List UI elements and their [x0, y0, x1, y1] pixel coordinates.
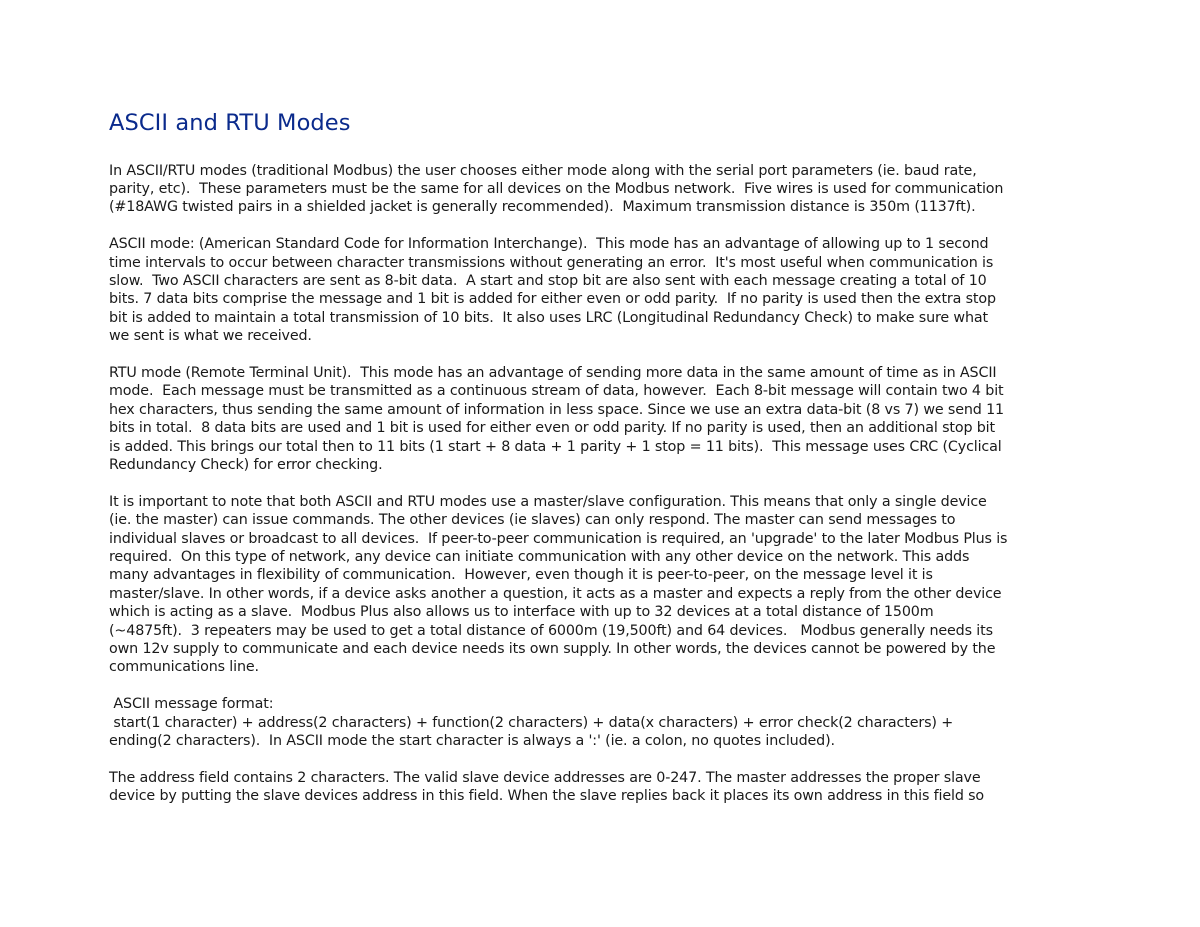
paragraph-line: ASCII message format:	[109, 696, 274, 713]
paragraph-line: The address field contains 2 characters. The valid slave device addresses are 0-247. The master addresses the proper slave	[109, 769, 981, 786]
paragraph-line: (~4875ft). 3 repeaters may be used to get a total distance of 6000m (19,500ft) and 64 devices. Modbus generally needs its	[109, 622, 993, 639]
paragraph-line: slow. Two ASCII characters are sent as 8-bit data. A start and stop bit are also sent with each message creating a total of 10	[109, 272, 987, 289]
paragraph-line: (#18AWG twisted pairs in a shielded jacket is generally recommended). Maximum transmission distance is 350m (1137ft).	[109, 199, 976, 216]
paragraph-line: which is acting as a slave. Modbus Plus also allows us to interface with up to 32 devices at a total distance of 1500m	[109, 604, 934, 621]
paragraph-line: (ie. the master) can issue commands. The other devices (ie slaves) can only respond. The master can send messages to	[109, 512, 956, 529]
paragraph-line: communications line.	[109, 659, 259, 676]
paragraph-line: device by putting the slave devices address in this field. When the slave replies back it places its own address in this field so	[109, 788, 985, 805]
paragraph	[109, 235, 1099, 345]
title-spacer	[109, 138, 1099, 162]
paragraph	[109, 695, 1099, 750]
paragraph-line: Redundancy Check) for error checking.	[109, 456, 383, 473]
paragraph-line: start(1 character) + address(2 characters) + function(2 characters) + data(x characters) + error check(2 characters) +	[109, 714, 954, 731]
paragraph-line: master/slave. In other words, if a device asks another a question, it acts as a master and expects a reply from the other device	[109, 585, 1002, 602]
paragraph	[109, 162, 1099, 217]
paragraph-spacer	[109, 474, 1099, 492]
paragraph-spacer	[109, 346, 1099, 364]
paragraph-line: mode. Each message must be transmitted as a continuous stream of data, however. Each 8-bit message will contain two 4 bit	[109, 383, 1004, 400]
paragraph-line: hex characters, thus sending the same amount of information in less space. Since we use an extra data-bit (8 vs 7) we send 11	[109, 401, 1004, 418]
paragraph-line: parity, etc). These parameters must be the same for all devices on the Modbus network. Five wires is used for communication	[109, 180, 1004, 197]
paragraph-line: individual slaves or broadcast to all devices. If peer-to-peer communication is required, an 'upgrade' to the later Modbus Plus is	[109, 530, 1008, 547]
paragraph-spacer	[109, 217, 1099, 235]
paragraph-line: In ASCII/RTU modes (traditional Modbus) the user chooses either mode along with the serial port parameters (ie. baud rate,	[109, 162, 977, 179]
paragraph-line: It is important to note that both ASCII and RTU modes use a master/slave configuration. This means that only a single device	[109, 493, 987, 510]
paragraph	[109, 364, 1099, 474]
paragraph-line: we sent is what we received.	[109, 328, 312, 345]
paragraph	[109, 769, 1099, 806]
paragraph-line: ending(2 characters). In ASCII mode the start character is always a ':' (ie. a colon, no quotes included).	[109, 733, 835, 750]
page-title: ASCII and RTU Modes	[109, 110, 351, 136]
paragraph-line: RTU mode (Remote Terminal Unit). This mode has an advantage of sending more data in the same amount of time as in ASCII	[109, 364, 997, 381]
document-page	[109, 108, 1099, 806]
paragraph-line: is added. This brings our total then to 11 bits (1 start + 8 data + 1 parity + 1 stop = 11 bits). This message uses CRC (Cyclical	[109, 438, 1002, 455]
paragraph-spacer	[109, 677, 1099, 695]
paragraph-line: bit is added to maintain a total transmission of 10 bits. It also uses LRC (Longitudinal Redundancy Check) to make sure what	[109, 309, 988, 326]
paragraph-line: own 12v supply to communicate and each device needs its own supply. In other words, the devices cannot be powered by the	[109, 641, 996, 658]
document-body	[109, 162, 1099, 806]
paragraph-spacer	[109, 750, 1099, 768]
paragraph-line: required. On this type of network, any device can initiate communication with any other device on the network. This adds	[109, 548, 970, 565]
paragraph-line: bits. 7 data bits comprise the message and 1 bit is added for either even or odd parity. If no parity is used then the extra stop	[109, 291, 996, 308]
paragraph-line: bits in total. 8 data bits are used and 1 bit is used for either even or odd parity. If no parity is used, then an additional stop bit	[109, 420, 995, 437]
paragraph	[109, 493, 1099, 677]
paragraph-line: time intervals to occur between character transmissions without generating an error. It's most useful when communication is	[109, 254, 994, 271]
paragraph-line: many advantages in flexibility of communication. However, even though it is peer-to-peer, on the message level it is	[109, 567, 933, 584]
paragraph-line: ASCII mode: (American Standard Code for Information Interchange). This mode has an advantage of allowing up to 1 second	[109, 236, 989, 253]
